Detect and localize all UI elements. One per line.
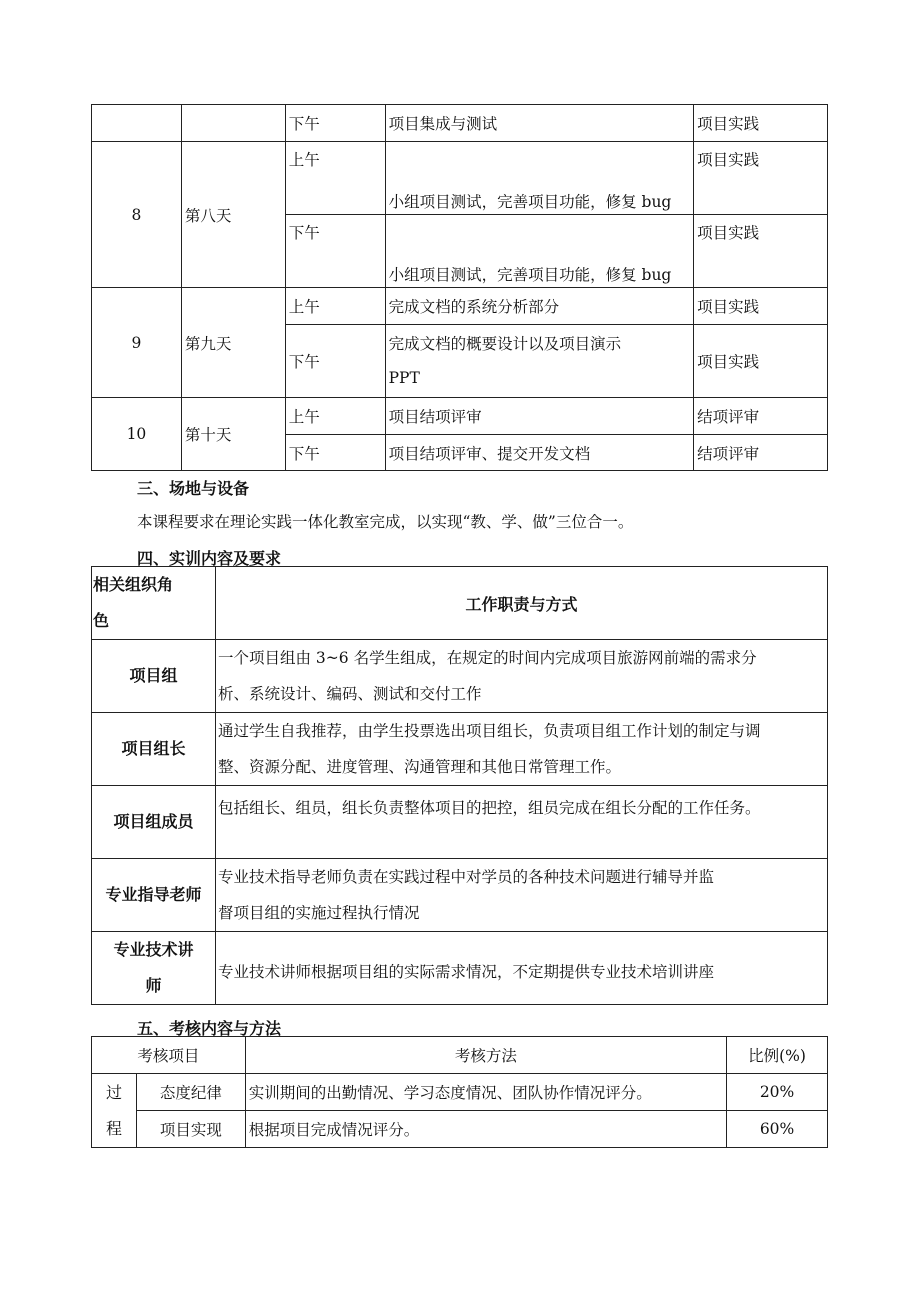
table-row: [92, 932, 828, 1005]
type-cell: 项目实践: [694, 105, 828, 142]
table-row: [92, 640, 828, 713]
content-cell: 完成文档的概要设计以及项目演示 PPT: [385, 325, 694, 398]
day-label: 第八天: [181, 142, 285, 288]
role-desc: 专业技术指导老师负责在实践过程中对学员的各种技术问题进行辅导并监 督项目组的实施过程执行情况: [216, 859, 828, 932]
period-cell: 上午: [285, 288, 385, 325]
role-desc: 一个项目组由 3~6 名学生组成，在规定的时间内完成项目旅游网前端的需求分 析、系统设计、编码、测试和交付工作: [216, 640, 828, 713]
schedule-table: [91, 104, 828, 471]
assess-item: 态度纪律: [136, 1074, 245, 1111]
table-row: [92, 105, 828, 142]
period-cell: 上午: [285, 142, 385, 215]
period-cell: 下午: [285, 105, 385, 142]
table-row: [92, 288, 828, 325]
content-cell: 项目结项评审: [385, 398, 694, 435]
role-name: 项目组成员: [92, 786, 216, 859]
role-name: 专业指导老师: [92, 859, 216, 932]
content-cell: 项目结项评审、提交开发文档: [385, 435, 694, 471]
type-cell: 项目实践: [694, 142, 828, 215]
table-row: [92, 398, 828, 435]
day-label: 第十天: [181, 398, 285, 471]
role-desc: 通过学生自我推荐，由学生投票选出项目组长，负责项目组工作计划的制定与调 整、资源分配、进度管理、沟通管理和其他日常管理工作。: [216, 713, 828, 786]
content-cell: 项目集成与测试: [385, 105, 694, 142]
group-label: 过 程: [92, 1074, 137, 1148]
period-cell: 下午: [285, 215, 385, 288]
table-row: [92, 567, 828, 640]
desc-header: 工作职责与方式: [216, 567, 828, 640]
content-cell: 完成文档的系统分析部分: [385, 288, 694, 325]
assess-item: 项目实现: [136, 1111, 245, 1148]
period-cell: 上午: [285, 398, 385, 435]
table-row: [92, 1074, 828, 1111]
role-name: 项目组: [92, 640, 216, 713]
type-cell: 项目实践: [694, 288, 828, 325]
day-number: 8: [92, 142, 182, 288]
content-cell: 小组项目测试，完善项目功能，修复 bug: [385, 215, 694, 288]
roles-table: [91, 566, 828, 1005]
table-row: [92, 1111, 828, 1148]
table-row: [92, 859, 828, 932]
assess-method: 实训期间的出勤情况、学习态度情况、团队协作情况评分。: [245, 1074, 726, 1111]
section-heading: 三、场地与设备: [137, 479, 250, 498]
role-header: 相关组织角 色: [92, 567, 216, 640]
assess-ratio: 60%: [727, 1111, 828, 1148]
role-name: 专业技术讲 师: [92, 932, 216, 1005]
table-row: [92, 1037, 828, 1074]
table-row: [92, 142, 828, 215]
type-cell: 项目实践: [694, 215, 828, 288]
day-label: 第九天: [181, 288, 285, 398]
type-cell: 项目实践: [694, 325, 828, 398]
section-heading: 四、实训内容及要求: [137, 549, 282, 568]
period-cell: 下午: [285, 435, 385, 471]
assess-ratio: 20%: [727, 1074, 828, 1111]
assess-method: 根据项目完成情况评分。: [245, 1111, 726, 1148]
table-row: [92, 786, 828, 859]
ratio-header: 比例(%): [727, 1037, 828, 1074]
item-header: 考核项目: [92, 1037, 246, 1074]
role-desc: 包括组长、组员，组长负责整体项目的把控，组员完成在组长分配的工作任务。: [216, 786, 828, 859]
day-number: 9: [92, 288, 182, 398]
assessment-table: [91, 1036, 828, 1148]
role-desc: 专业技术讲师根据项目组的实际需求情况，不定期提供专业技术培训讲座: [216, 932, 828, 1005]
type-cell: 结项评审: [694, 435, 828, 471]
content-cell: 小组项目测试，完善项目功能，修复 bug: [385, 142, 694, 215]
day-number: 10: [92, 398, 182, 471]
table-row: [92, 713, 828, 786]
period-cell: 下午: [285, 325, 385, 398]
section-heading: 五、考核内容与方法: [137, 1019, 282, 1038]
section-paragraph: 本课程要求在理论实践一体化教室完成，以实现“教、学、做”三位合一。: [137, 513, 634, 531]
type-cell: 结项评审: [694, 398, 828, 435]
role-name: 项目组长: [92, 713, 216, 786]
method-header: 考核方法: [245, 1037, 726, 1074]
